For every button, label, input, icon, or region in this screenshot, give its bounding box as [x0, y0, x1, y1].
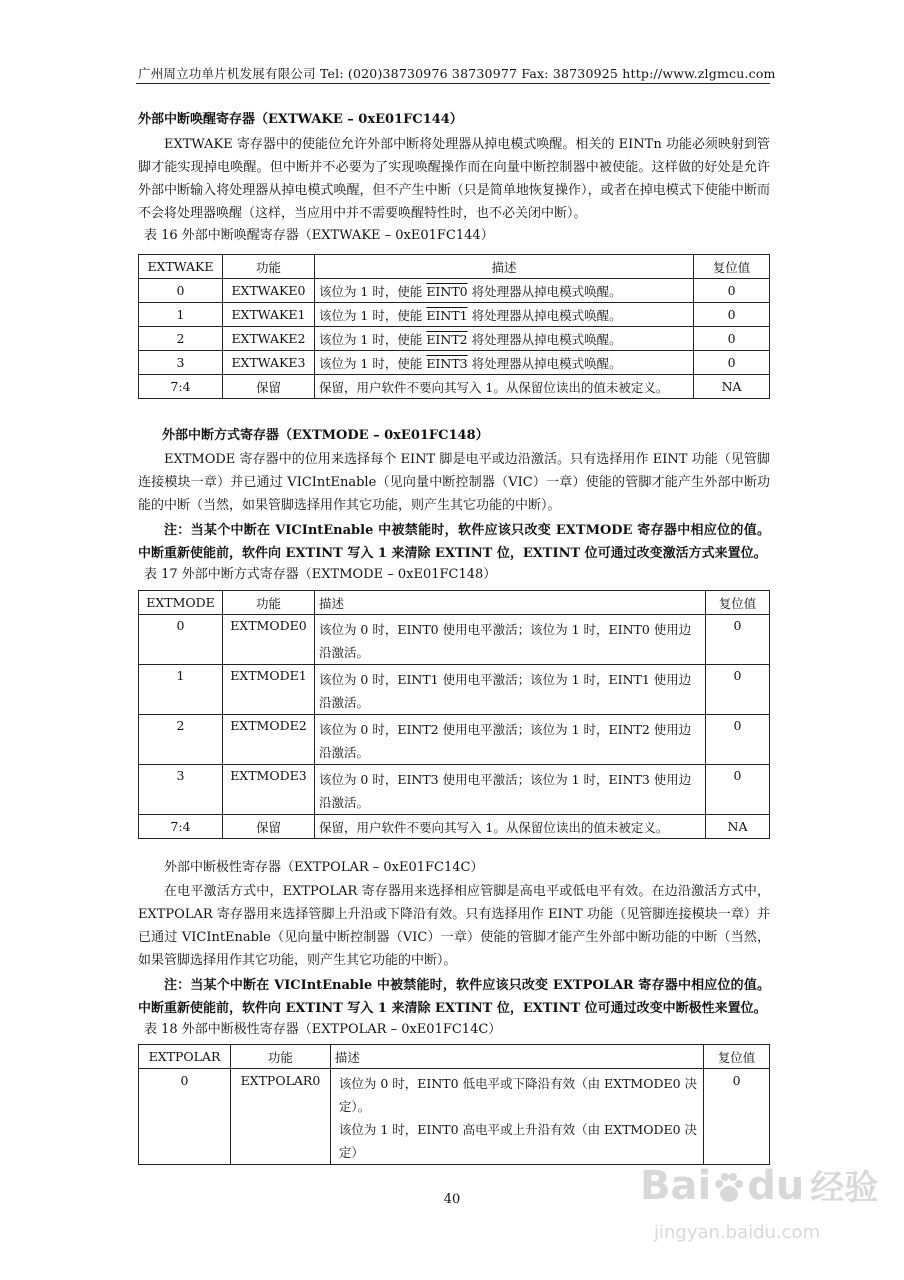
function-cell: 保留 — [222, 375, 314, 399]
paw-icon — [711, 1170, 747, 1206]
bit-cell: 0 — [139, 279, 223, 303]
description-cell: 该位为 0 时，EINT0 使用电平激活；该位为 1 时，EINT0 使用边沿激活。 — [314, 615, 705, 665]
desc-text: 保留，用户软件不要向其写入 1。从保留位读出的值未被定义。 — [318, 379, 669, 395]
reset-cell: 0 — [706, 715, 770, 765]
bit-cell: 1 — [139, 665, 223, 715]
header-cell: EXTPOLAR — [139, 1045, 231, 1069]
table-row — [139, 303, 770, 327]
header-cell: 功能 — [222, 591, 314, 615]
page-number: 40 — [443, 1192, 461, 1207]
description-cell — [314, 279, 693, 303]
section-paragraph: 在电平激活方式中，EXTPOLAR 寄存器用来选择相应管脚是高电平或低电平有效。在边沿激活方式中，EXTPOLAR 寄存器用来选择管脚上升沿或下降沿有效。只有选择用作 EINT 功能（见管脚连接模块一章）并已通过 VICIntEnable（见向量中断控制器（VIC）一章）使能的管脚才能产生外部中断功能的中断（当然，如果管脚选择用作其它功能，则产生其它功能的中断）。 — [138, 884, 770, 968]
section-title: 外部中断方式寄存器（EXTMODE – 0xE01FC148） — [162, 428, 489, 443]
table-row — [139, 1069, 770, 1165]
table-row — [139, 765, 770, 815]
table-row — [139, 615, 770, 665]
desc-text: 该位为 1 时，使能 — [318, 307, 427, 323]
watermark-text: 经验 — [810, 1168, 879, 1208]
reset-cell: NA — [706, 815, 770, 839]
desc-text: 该位为 1 时，EINT0 高电平或上升沿有效（由 EXTMODE0 决定） — [338, 1122, 698, 1160]
table-caption: 表 17 外部中断方式寄存器（EXTMODE – 0xE01FC148） — [144, 567, 497, 582]
table-extmode — [138, 590, 770, 839]
header-cell: 描述 — [330, 1045, 703, 1069]
header-cell: 复位值 — [704, 1045, 770, 1069]
section-paragraph: EXTMODE 寄存器中的位用来选择每个 EINT 脚是电平或边沿激活。只有选择用作 EINT 功能（见管脚连接模块一章）并已通过 VICIntEnable（见向量中断控制器（VIC）一章）使能的管脚才能产生外部中断功能的中断（当然，如果管脚选择用作其它功能，则产生其它功能的中断）。 — [138, 452, 770, 513]
reset-cell: 0 — [706, 765, 770, 815]
reset-cell: 0 — [694, 351, 770, 375]
function-cell: EXTMODE3 — [222, 765, 314, 815]
watermark-text: Bai — [640, 1163, 712, 1209]
table-row — [139, 375, 770, 399]
desc-text: 该位为 1 时，使能 — [318, 355, 427, 371]
desc-text: 该位为 1 时，使能 — [318, 283, 427, 299]
description-cell: 保留，用户软件不要向其写入 1。从保留位读出的值未被定义。 — [314, 815, 705, 839]
description-cell: 该位为 0 时，EINT2 使用电平激活；该位为 1 时，EINT2 使用边沿激活。 — [314, 715, 705, 765]
bit-cell: 0 — [139, 1069, 231, 1165]
bit-cell: 3 — [139, 765, 223, 815]
reset-cell: 0 — [706, 615, 770, 665]
table-row — [139, 351, 770, 375]
desc-text: 将处理器从掉电模式唤醒。 — [467, 331, 622, 347]
signal-name: EINT1 — [426, 307, 468, 323]
header-cell: EXTWAKE — [139, 255, 223, 279]
table-header-row — [139, 255, 770, 279]
table-header-row — [139, 1045, 770, 1069]
section-note: 注：当某个中断在 VICIntEnable 中被禁能时，软件应该只改变 EXTMODE 寄存器中相应位的值。中断重新使能前，软件向 EXTINT 写入 1 来清除 EXTINT 位，EXTINT 位可通过改变激活方式来置位。 — [138, 523, 770, 561]
table-row — [139, 815, 770, 839]
bit-cell: 2 — [139, 715, 223, 765]
signal-name: EINT0 — [426, 283, 468, 299]
desc-text: 将处理器从掉电模式唤醒。 — [467, 355, 622, 371]
description-cell — [330, 1069, 703, 1165]
bit-cell: 2 — [139, 327, 223, 351]
desc-text: 将处理器从掉电模式唤醒。 — [467, 283, 622, 299]
table-caption: 表 16 外部中断唤醒寄存器（EXTWAKE – 0xE01FC144） — [144, 228, 494, 243]
header-cell: 复位值 — [706, 591, 770, 615]
watermark-logo — [640, 1160, 878, 1209]
bit-cell: 7:4 — [139, 375, 223, 399]
header-cell: 复位值 — [694, 255, 770, 279]
desc-text: 该位为 1 时，使能 — [318, 331, 427, 347]
reset-cell: 0 — [694, 303, 770, 327]
section-extpolar — [138, 858, 770, 1040]
reset-cell: NA — [694, 375, 770, 399]
header-cell: 描述 — [314, 255, 693, 279]
description-cell — [314, 327, 693, 351]
watermark-url: jingyan.baidu.com — [654, 1222, 821, 1243]
table-caption: 表 18 外部中断极性寄存器（EXTPOLAR – 0xE01FC14C） — [144, 1022, 502, 1037]
desc-text: 将处理器从掉电模式唤醒。 — [467, 307, 622, 323]
reset-cell: 0 — [694, 279, 770, 303]
table-header-row — [139, 591, 770, 615]
desc-text: 该位为 0 时，EINT0 低电平或下降沿有效（由 EXTMODE0 决定）。 — [338, 1076, 698, 1114]
signal-name: EINT3 — [426, 355, 468, 371]
function-cell: 保留 — [222, 815, 314, 839]
header-cell: EXTMODE — [139, 591, 223, 615]
function-cell: EXTWAKE0 — [222, 279, 314, 303]
reset-cell: 0 — [704, 1069, 770, 1165]
function-cell: EXTWAKE1 — [222, 303, 314, 327]
bit-cell: 0 — [139, 615, 223, 665]
section-title: 外部中断唤醒寄存器（EXTWAKE – 0xE01FC144） — [138, 112, 463, 127]
table-row — [139, 327, 770, 351]
header-cell: 描述 — [314, 591, 705, 615]
description-cell: 该位为 0 时，EINT1 使用电平激活；该位为 1 时，EINT1 使用边沿激活。 — [314, 665, 705, 715]
function-cell: EXTPOLAR0 — [230, 1069, 330, 1165]
reset-cell: 0 — [694, 327, 770, 351]
table-row — [139, 665, 770, 715]
signal-name: EINT2 — [426, 331, 468, 347]
description-cell — [314, 375, 693, 399]
description-cell — [314, 351, 693, 375]
bit-cell: 1 — [139, 303, 223, 327]
description-cell: 该位为 0 时，EINT3 使用电平激活；该位为 1 时，EINT3 使用边沿激活。 — [314, 765, 705, 815]
table-extpolar — [138, 1044, 770, 1165]
bit-cell: 3 — [139, 351, 223, 375]
section-title: 外部中断极性寄存器（EXTPOLAR – 0xE01FC14C） — [164, 860, 484, 875]
table-extwake — [138, 254, 770, 399]
page-header: 广州周立功单片机发展有限公司 Tel: (020)38730976 38730977 Fax: 38730925 http://www.zlgmcu.com — [138, 66, 776, 81]
section-note: 注：当某个中断在 VICIntEnable 中被禁能时，软件应该只改变 EXTPOLAR 寄存器中相应位的值。中断重新使能前，软件向 EXTINT 写入 1 来清除 EXTINT 位，EXTINT 位可通过改变中断极性来置位。 — [138, 978, 770, 1016]
function-cell: EXTMODE1 — [222, 665, 314, 715]
function-cell: EXTWAKE3 — [222, 351, 314, 375]
reset-cell: 0 — [706, 665, 770, 715]
header-cell: 功能 — [230, 1045, 330, 1069]
table-row — [139, 715, 770, 765]
description-cell — [314, 303, 693, 327]
watermark-text: du — [747, 1163, 805, 1209]
header-cell: 功能 — [222, 255, 314, 279]
table-row — [139, 279, 770, 303]
baidu-watermark — [640, 1160, 880, 1270]
function-cell: EXTMODE0 — [222, 615, 314, 665]
function-cell: EXTWAKE2 — [222, 327, 314, 351]
section-paragraph: EXTWAKE 寄存器中的使能位允许外部中断将处理器从掉电模式唤醒。相关的 EINTn 功能必须映射到管脚才能实现掉电唤醒。但中断并不必要为了实现唤醒操作而在向量中断控制器中被使能。这样做的好处是允许外部中断输入将处理器从掉电模式唤醒，但不产生中断（只是简单地恢复操作），或者在掉电模式下使能中断而不会将处理器唤醒（这样，当应用中并不需要唤醒特性时，也不必关闭中断）。 — [138, 137, 770, 221]
bit-cell: 7:4 — [139, 815, 223, 839]
section-extwake — [138, 110, 770, 246]
section-extmode — [138, 426, 770, 585]
header-rule — [136, 83, 770, 84]
function-cell: EXTMODE2 — [222, 715, 314, 765]
